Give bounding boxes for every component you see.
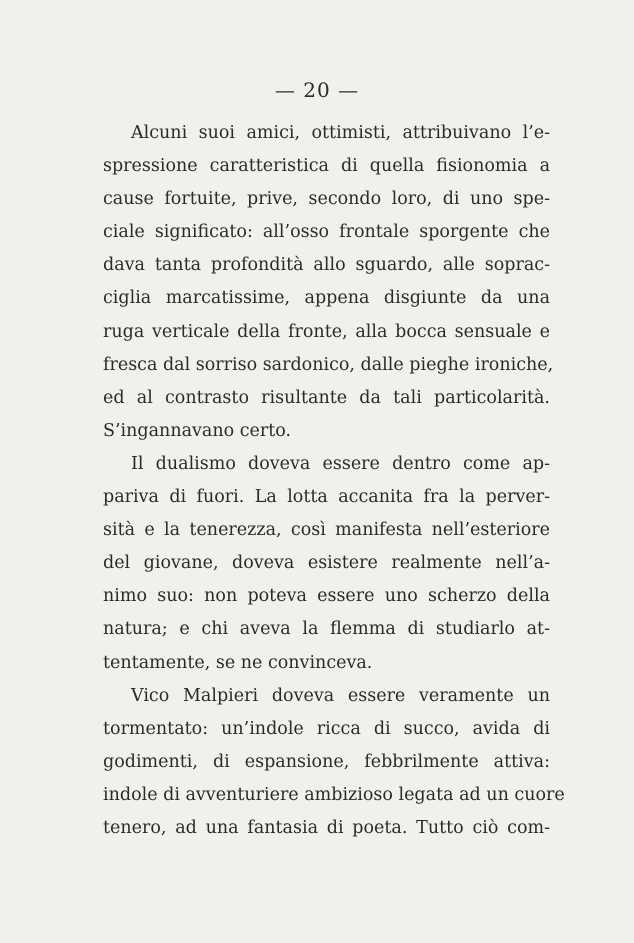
text-line: Vico Malpieri doveva essere veramente un xyxy=(131,685,550,706)
text-line: natura; e chi aveva la flemma di studiarlo at- xyxy=(103,619,550,640)
text-line: dava tanta profondità allo sguardo, alle soprac- xyxy=(103,255,550,276)
text-line: ciale significato: all’osso frontale sporgente che xyxy=(103,222,550,243)
text-line: indole di avventuriere ambizioso legata ad un cuore xyxy=(103,784,565,805)
text-line: tentamente, se ne convinceva. xyxy=(103,652,373,673)
text-line: fresca dal sorriso sardonico, dalle pieghe ironiche, xyxy=(103,354,554,375)
text-line: S’ingannavano certo. xyxy=(103,420,292,441)
text-line: Alcuni suoi amici, ottimisti, attribuivano l’e- xyxy=(131,123,550,143)
text-line: del giovane, doveva esistere realmente nell’a- xyxy=(103,553,550,574)
text-line: spressione caratteristica di quella fisionomia a xyxy=(103,156,550,177)
text-line: cause fortuite, prive, secondo loro, di uno spe- xyxy=(103,189,550,210)
text-line: tormentato: un’indole ricca di succo, avida di xyxy=(103,718,550,739)
text-line: Il dualismo doveva essere dentro come ap- xyxy=(131,453,550,474)
text-line: pariva di fuori. La lotta accanita fra la perver- xyxy=(103,487,550,508)
page-number: — 20 — xyxy=(274,78,360,102)
text-line: sità e la tenerezza, così manifesta nell’esteriore xyxy=(103,520,550,541)
text-line: godimenti, di espansione, febbrilmente attiva: xyxy=(103,751,550,772)
text-line: ciglia marcatissime, appena disgiunte da una xyxy=(103,288,550,309)
text-line: nimo suo: non poteva essere uno scherzo della xyxy=(103,586,550,607)
text-line: tenero, ad una fantasia di poeta. Tutto ciò com- xyxy=(103,817,550,838)
body-text xyxy=(103,117,565,845)
text-line: ruga verticale della fronte, alla bocca sensuale e xyxy=(103,321,550,342)
text-line: ed al contrasto risultante da tali particolarità. xyxy=(103,387,550,408)
